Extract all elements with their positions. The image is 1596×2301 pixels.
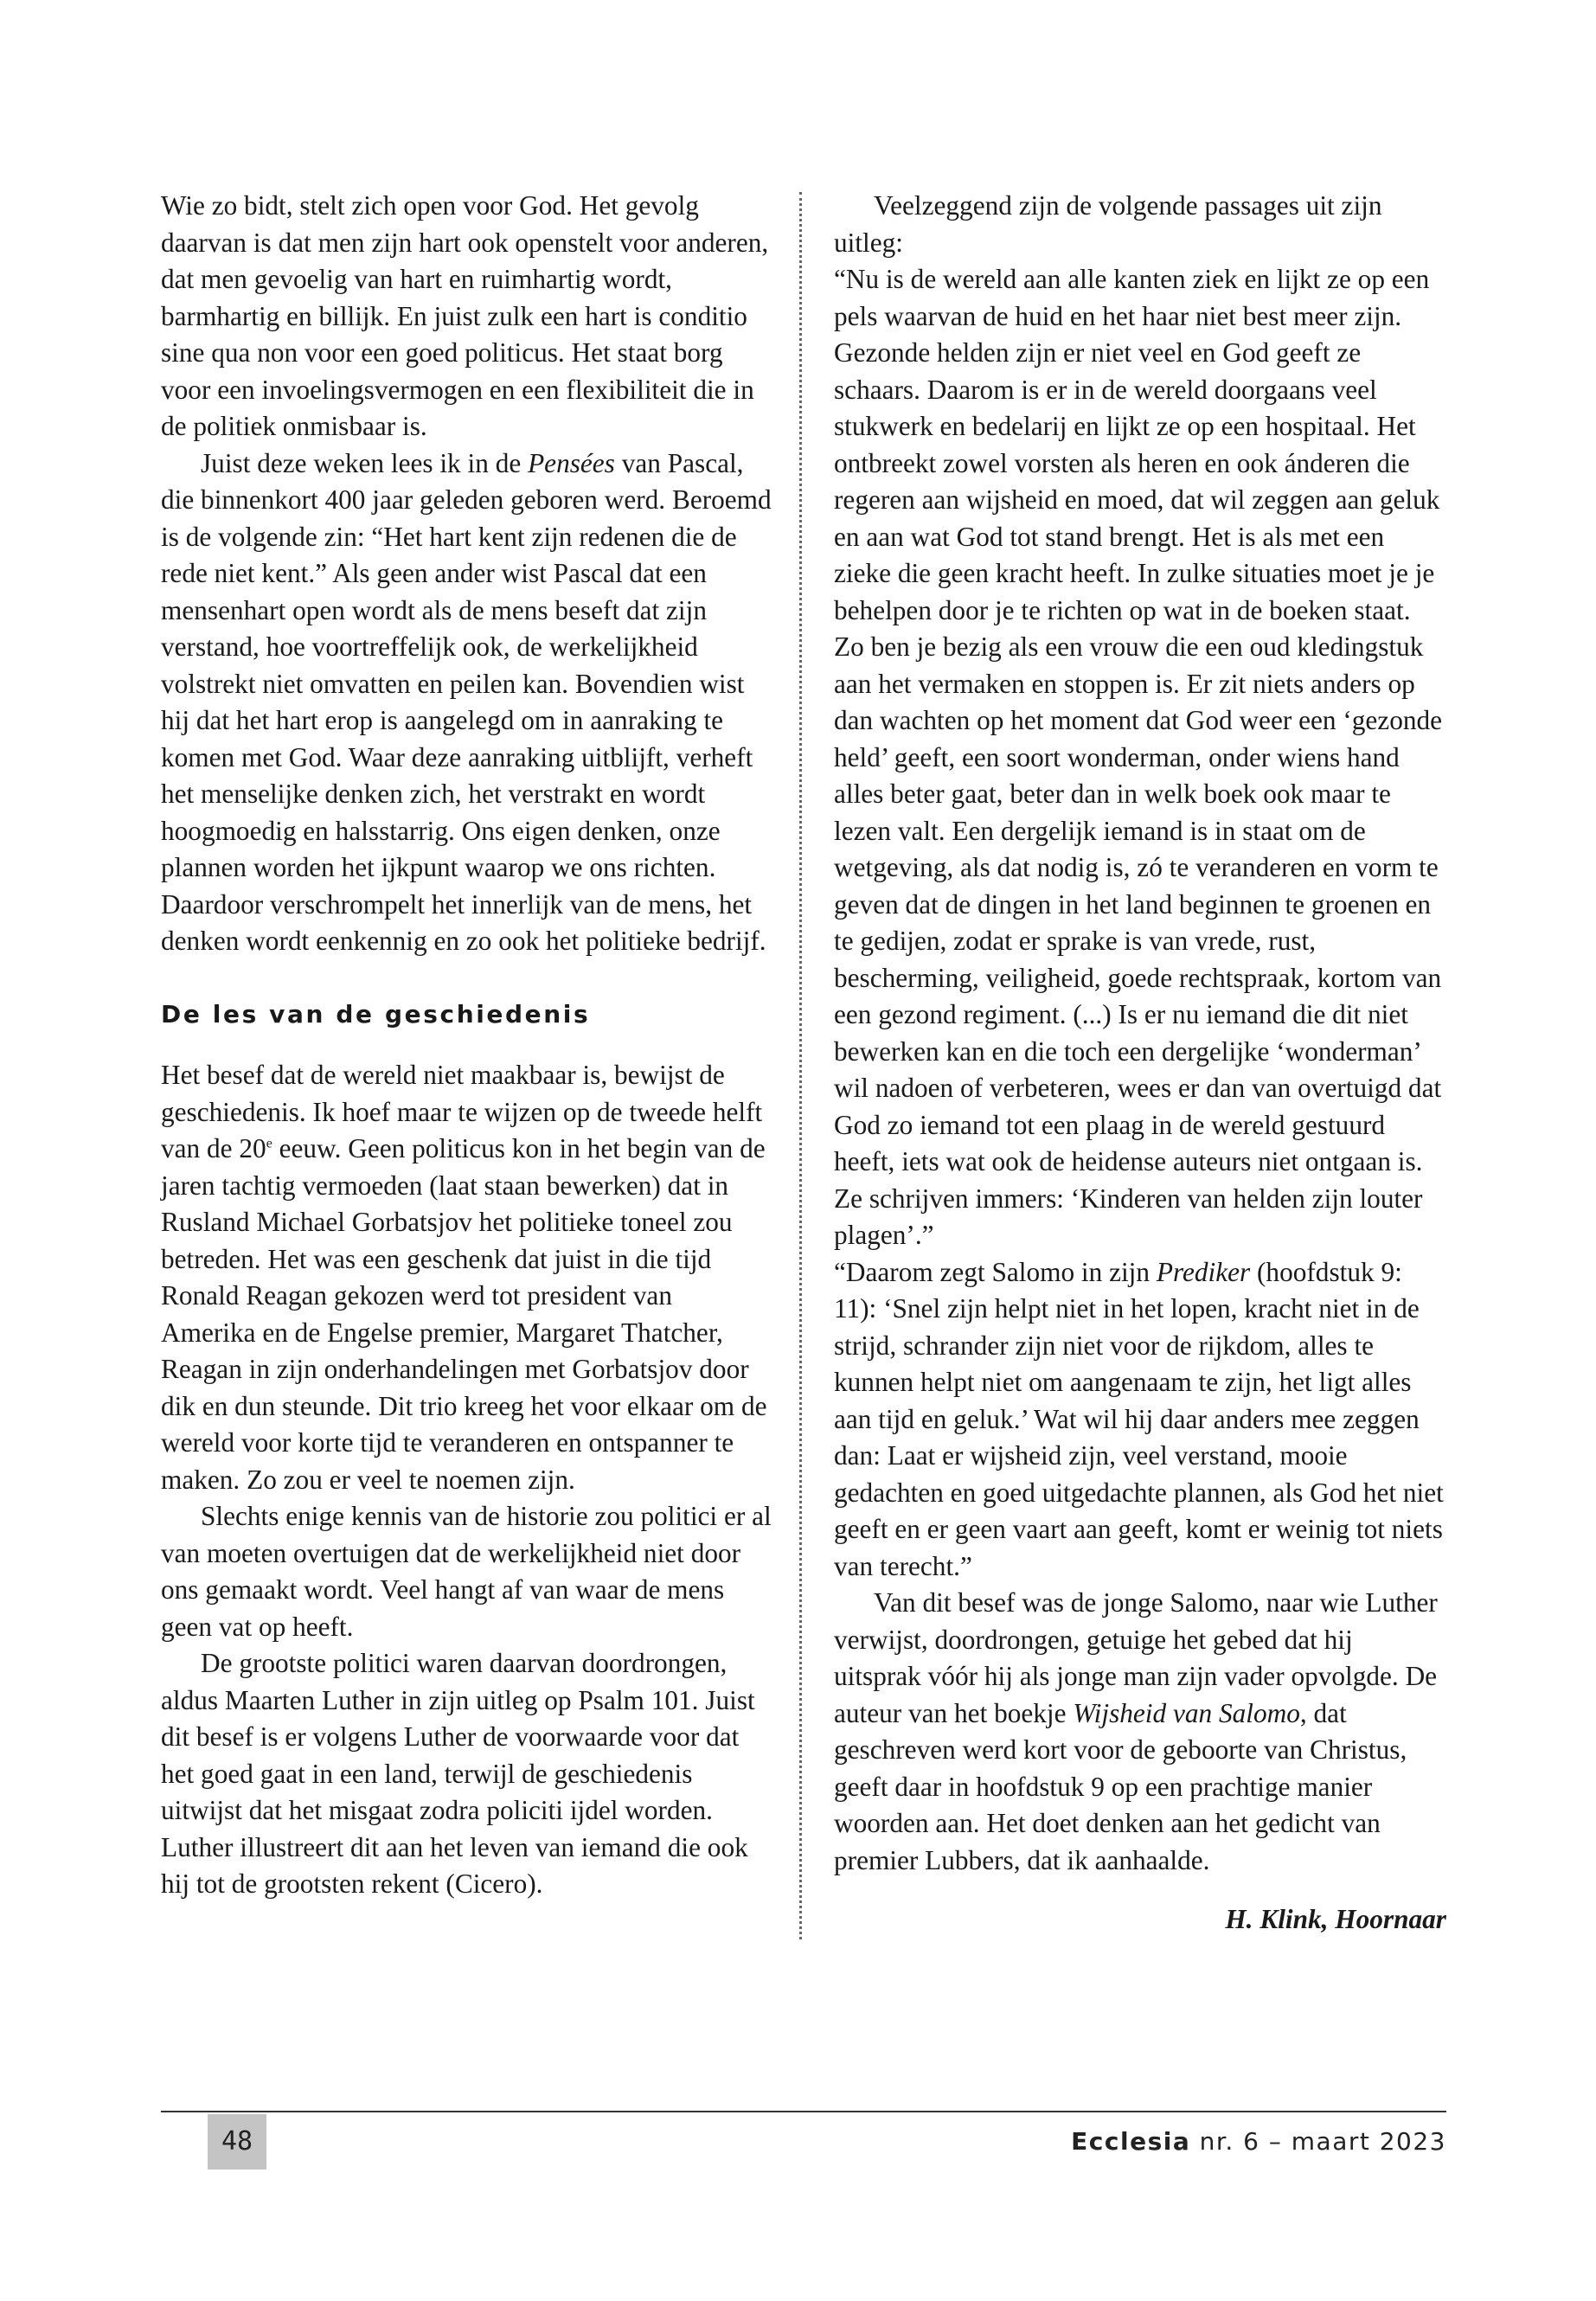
paragraph-luther: De grootste politici waren daarvan doordrongen, aldus Maarten Luther in zijn uitleg op Psalm 101. Juist dit besef is er volgens Luther de voorwaarde voor dat het goed gaat in een land, terwijl de geschiedenis uitwijst dat het misgaat zodra policiti ijdel worden. Luther illustreert dit aan het leven van iemand die ook hij tot de grootsten rekent (Cicero).	[161, 1648, 755, 1899]
century-superscript: e	[266, 1136, 272, 1151]
quote-salomo-intro: “Daarom zegt Salomo in zijn	[834, 1256, 1157, 1287]
left-column	[161, 188, 772, 1903]
paragraph-pascal-intro: Juist deze weken lees ik in de	[201, 447, 529, 478]
footer-rule	[161, 2111, 1446, 2112]
right-column	[834, 188, 1445, 1879]
paragraph-passages-intro: Veelzeggend zijn de volgende passages uit zijn uitleg:	[834, 190, 1382, 258]
quote-salomo	[834, 1254, 1445, 1586]
paragraph-young-salomo-intro: Van dit besef was de jonge Salomo, naar wie Luther verwijst, doordrongen, getuige het gebed dat hij uitsprak vóór hij als jonge man zijn vader opvolgde. De auteur van het boekje	[834, 1587, 1438, 1728]
page-number: 48	[208, 2114, 266, 2170]
paragraph-prayer: Wie zo bidt, stelt zich open voor God. Het gevolg daarvan is dat men zijn hart ook openstelt voor anderen, dat men gevoelig van hart en ruimhartig wordt, barmhartig en billijk. En juist zulk een hart is conditio sine qua non voor een goed politicus. Het staat borg voor een invoelingsvermogen en een flexibiliteit die in de politiek onmisbaar is.	[161, 190, 769, 441]
paragraph-young-salomo	[834, 1585, 1445, 1879]
column-divider	[799, 192, 802, 1939]
prediker-title: Prediker	[1156, 1256, 1251, 1287]
pensees-title: Pensées	[528, 447, 615, 478]
paragraph-history	[161, 1057, 772, 1498]
paragraph-young-salomo-body: , dat geschreven werd kort voor de geboorte van Christus, geeft daar in hoofdstuk 9 op een prachtige manier woorden aan. Het doet denken aan het gedicht van premier Lubbers, dat ik aanhaalde.	[834, 1697, 1407, 1875]
paragraph-history-intro: Het besef dat de wereld niet maakbaar is, bewijst de geschiedenis. Ik hoef maar te wijzen op de tweede helft van de 20	[161, 1060, 763, 1163]
paragraph-knowledge: Slechts enige kennis van de historie zou politici er al van moeten overtuigen dat de werkelijkheid niet door ons gemaakt wordt. Veel hangt af van waar de mens geen vat op heeft.	[161, 1501, 772, 1642]
author-signature: H. Klink, Hoornaar	[1225, 1904, 1446, 1934]
section-heading: De les van de geschiedenis	[161, 999, 591, 1029]
journal-name: Ecclesia	[1071, 2127, 1191, 2156]
quote-luther: “Nu is de wereld aan alle kanten ziek en lijkt ze op een pels waarvan de huid en het haar niet best meer zijn. Gezonde helden zijn er niet veel en God geeft ze schaars. Daarom is er in de wereld doorgaans veel stukwerk en bedelarij en lijkt ze op een hospitaal. Het ontbreekt zowel vorsten als heren en ook ánderen die regeren aan wijsheid en moed, dat wil zeggen aan geluk en aan wat God tot stand brengt. Het is als met een zieke die geen kracht heeft. In zulke situaties moet je je behelpen door je te richten op wat in de boeken staat. Zo ben je bezig als een vrouw die een oud kledingstuk aan het vermaken en stoppen is. Er zit niets anders op dan wachten op het moment dat God weer een ‘gezonde held’ geeft, een soort wonderman, onder wiens hand alles beter gaat, beter dan in welk boek ook maar te lezen valt. Een dergelijk iemand is in staat om de wetgeving, als dat nodig is, zó te veranderen en vorm te geven dat de dingen in het land beginnen te groenen en te gedijen, zodat er sprake is van vrede, rust, bescherming, veiligheid, goede rechtspraak, kortom van een gezond regiment. (...) Is er nu iemand die dit niet bewerken kan en die toch een dergelijke ‘wonderman’ wil nadoen of verbeteren, wees er dan van overtuigd dat God zo iemand tot een plaag in de wereld gestuurd heeft, iets wat ook de heidense auteurs niet ontgaan is. Ze schrijven immers: ‘Kinderen van helden zijn louter plagen’.”	[834, 264, 1443, 1250]
quote-salomo-body: (hoofdstuk 9: 11): ‘Snel zijn helpt niet in het lopen, kracht niet in de strijd, schrander zijn niet voor de rijkdom, alles te kunnen helpt niet om aangenaam te zijn, het ligt alles aan tijd en geluk.’ Wat wil hij daar anders mee zeggen dan: Laat er wijsheid zijn, veel verstand, mooie gedachten en goed uitgedachte plannen, als God het niet geeft en er geen vaart aan geeft, komt er weinig tot niets van terecht.”	[834, 1256, 1444, 1581]
paragraph-pascal	[161, 445, 772, 960]
journal-issue: nr. 6 – maart 2023	[1199, 2127, 1446, 2156]
journal-info	[1071, 2114, 1446, 2170]
paragraph-history-body: eeuw. Geen politicus kon in het begin van de jaren tachtig vermoeden (laat staan bewerken) dat in Rusland Michael Gorbatsjov het politieke toneel zou betreden. Het was een geschenk dat juist in die tijd Ronald Reagan gekozen werd tot president van Amerika en de Engelse premier, Margaret Thatcher, Reagan in zijn onderhandelingen met Gorbatsjov door dik en dun steunde. Dit trio kreeg het voor elkaar om de wereld voor korte tijd te veranderen en ontspanner te maken. Zo zou er veel te noemen zijn.	[161, 1133, 767, 1495]
paragraph-pascal-body: van Pascal, die binnenkort 400 jaar geleden geboren werd. Beroemd is de volgende zin: “Het hart kent zijn redenen die de rede niet kent.” Als geen ander wist Pascal dat een mensenhart open wordt als de mens beseft dat zijn verstand, hoe voortreffelijk ook, de werkelijkheid volstrekt niet omvatten en peilen kan. Bovendien wist hij dat het hart erop is aangelegd om in aanraking te komen met God. Waar deze aanraking uitblijft, verheft het menselijke denken zich, het verstrakt en wordt hoogmoedig en halsstarrig. Ons eigen denken, onze plannen worden het ijkpunt waarop we ons richten. Daardoor verschrompelt het innerlijk van de mens, het denken wordt eenkennig en zo ook het politieke bedrijf.	[161, 447, 772, 956]
wijsheid-title: Wijsheid van Salomo	[1073, 1697, 1300, 1728]
